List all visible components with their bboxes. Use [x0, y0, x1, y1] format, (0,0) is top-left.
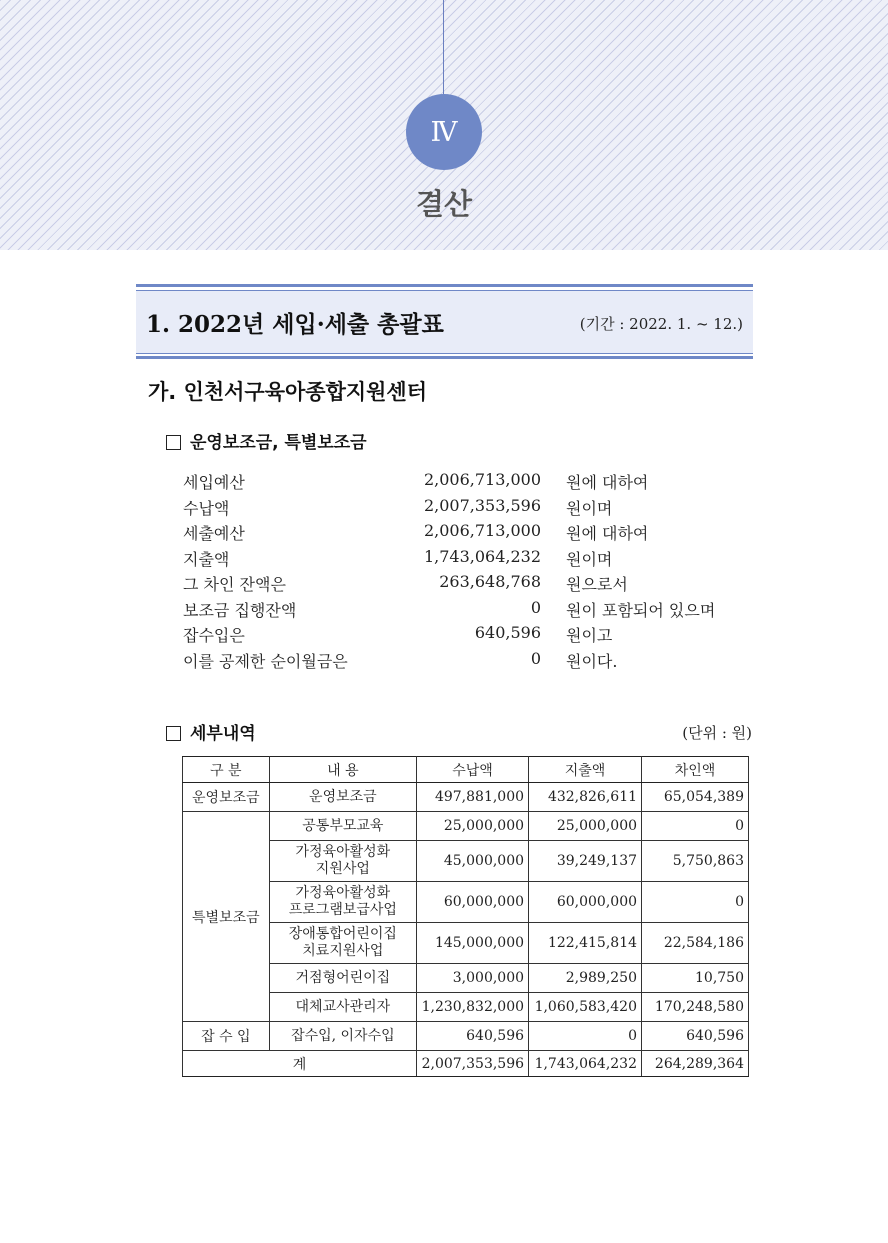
diff-cell: 170,248,580	[642, 993, 749, 1022]
spent-cell: 25,000,000	[529, 812, 642, 841]
spent-cell: 0	[529, 1022, 642, 1051]
details-heading-text: 세부내역	[190, 724, 256, 744]
category-cell: 운영보조금	[183, 783, 270, 812]
chapter-banner	[0, 0, 888, 250]
summary-label: 그 차인 잔액은	[183, 575, 286, 594]
summary-suffix: 원이고	[566, 626, 613, 645]
period-label: (기간 : 2022. 1. ~ 12.)	[579, 315, 743, 333]
total-diff-cell: 264,289,364	[642, 1051, 749, 1077]
operating-heading-text: 운영보조금, 특별보조금	[190, 433, 367, 453]
summary-value: 1,743,064,232	[423, 546, 541, 566]
unit-label: (단위 : 원)	[682, 724, 752, 742]
column-header: 내 용	[269, 757, 416, 783]
total-spent-cell: 1,743,064,232	[529, 1051, 642, 1077]
column-header: 차인액	[642, 757, 749, 783]
details-table	[182, 756, 749, 1077]
summary-row	[183, 470, 763, 496]
spent-cell: 122,415,814	[529, 923, 642, 964]
summary-value: 640,596	[474, 623, 541, 642]
operating-heading	[166, 428, 367, 453]
category-cell: 잡 수 입	[183, 1022, 270, 1051]
item-cell: 운영보조금	[269, 783, 416, 812]
received-cell: 497,881,000	[417, 783, 529, 812]
summary-suffix: 원이 포함되어 있으며	[566, 600, 716, 620]
summary-row	[183, 521, 763, 547]
chapter-number-badge	[406, 94, 482, 170]
summary-suffix: 원에 대하여	[566, 473, 649, 492]
summary-label: 이를 공제한 순이월금은	[183, 651, 348, 671]
received-cell: 640,596	[417, 1022, 529, 1051]
received-cell: 25,000,000	[417, 812, 529, 841]
spent-cell: 39,249,137	[529, 841, 642, 882]
summary-value: 2,007,353,596	[423, 495, 541, 515]
summary-row	[183, 572, 763, 598]
table-row	[183, 783, 749, 812]
summary-row	[183, 547, 763, 573]
chapter-numeral: Ⅳ	[430, 116, 458, 148]
summary-suffix: 원이며	[566, 498, 613, 518]
table-row	[183, 812, 749, 841]
summary-suffix: 원에 대하여	[566, 524, 649, 543]
summary-label: 세출예산	[183, 524, 245, 543]
total-row	[183, 1051, 749, 1077]
banner-line	[443, 0, 444, 98]
summary-row	[183, 496, 763, 522]
item-cell: 가정육아활성화 지원사업	[269, 841, 416, 882]
received-cell: 1,230,832,000	[417, 993, 529, 1022]
spent-cell: 2,989,250	[529, 964, 642, 993]
summary-label: 지출액	[183, 549, 230, 569]
item-cell: 가정육아활성화 프로그램보급사업	[269, 882, 416, 923]
summary-label: 수납액	[183, 498, 230, 518]
summary-suffix: 원으로서	[566, 575, 628, 594]
diff-cell: 640,596	[642, 1022, 749, 1051]
received-cell: 60,000,000	[417, 882, 529, 923]
table-header-row	[183, 757, 749, 783]
total-label: 계	[183, 1051, 417, 1077]
chapter-title: 결산	[415, 187, 473, 221]
diff-cell: 5,750,863	[642, 841, 749, 882]
table-row	[183, 1022, 749, 1051]
summary-value: 2,006,713,000	[423, 521, 541, 540]
item-cell: 대체교사관리자	[269, 993, 416, 1022]
summary-row	[183, 598, 763, 624]
total-received-cell: 2,007,353,596	[417, 1051, 529, 1077]
diff-cell: 22,584,186	[642, 923, 749, 964]
checkbox-icon	[166, 435, 181, 450]
diff-cell: 0	[642, 882, 749, 923]
diff-cell: 65,054,389	[642, 783, 749, 812]
diff-cell: 10,750	[642, 964, 749, 993]
item-cell: 잡수입, 이자수입	[269, 1022, 416, 1051]
item-cell: 거점형어린이집	[269, 964, 416, 993]
subsection-title: 가. 인천서구육아종합지원센터	[148, 380, 428, 404]
summary-value: 263,648,768	[439, 572, 541, 591]
item-cell: 장애통합어린이집 치료지원사업	[269, 923, 416, 964]
summary-label: 보조금 집행잔액	[183, 600, 297, 620]
spent-cell: 60,000,000	[529, 882, 642, 923]
category-cell: 특별보조금	[183, 812, 270, 1022]
received-cell: 3,000,000	[417, 964, 529, 993]
summary-value: 0	[530, 648, 541, 668]
item-cell: 공통부모교육	[269, 812, 416, 841]
diff-cell: 0	[642, 812, 749, 841]
column-header: 구 분	[183, 757, 270, 783]
checkbox-icon	[166, 726, 181, 741]
column-header: 지출액	[529, 757, 642, 783]
received-cell: 145,000,000	[417, 923, 529, 964]
received-cell: 45,000,000	[417, 841, 529, 882]
spent-cell: 432,826,611	[529, 783, 642, 812]
summary-suffix: 원이며	[566, 549, 613, 569]
summary-list	[183, 470, 763, 674]
summary-value: 0	[530, 597, 541, 617]
column-header: 수납액	[417, 757, 529, 783]
summary-row	[183, 623, 763, 649]
details-heading	[166, 719, 256, 744]
summary-row	[183, 649, 763, 675]
summary-label: 세입예산	[183, 473, 245, 492]
spent-cell: 1,060,583,420	[529, 993, 642, 1022]
section-header	[136, 284, 753, 360]
summary-suffix: 원이다.	[566, 651, 618, 671]
section-title: 1. 2022년 세입·세출 총괄표	[146, 311, 444, 338]
summary-value: 2,006,713,000	[423, 470, 541, 489]
summary-label: 잡수입은	[183, 626, 245, 645]
